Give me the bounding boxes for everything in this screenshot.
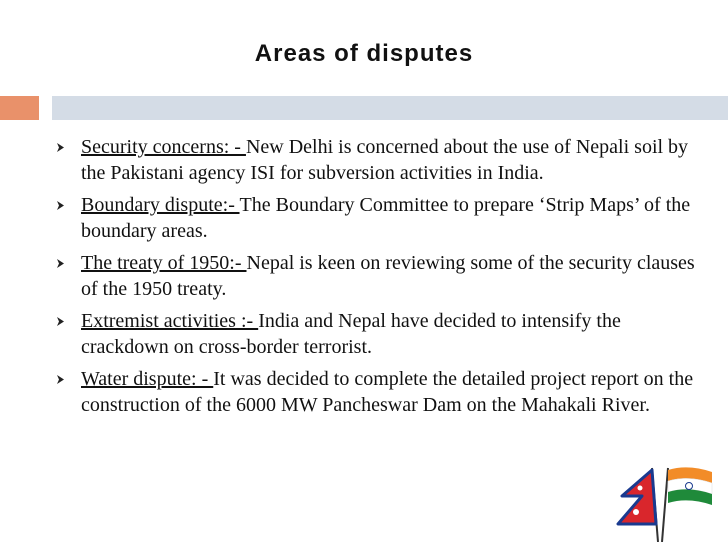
bullet-lead: Security concerns: - [81, 136, 246, 158]
accent-bar-orange [0, 96, 39, 120]
bullet-lead: The treaty of 1950:- [81, 252, 247, 274]
arrow-bullet-icon [57, 201, 64, 210]
bullet-lead: Boundary dispute:- [81, 194, 240, 216]
slide-title: Areas of disputes [254, 40, 474, 67]
bullet-list [0, 134, 728, 424]
bullet-water [0, 366, 728, 418]
bullet-security [0, 134, 728, 186]
bullet-lead: Water dispute: - [81, 368, 214, 390]
bullet-text: It was decided to complete the detailed project report on the construction of the 6000 MW Pancheswar Dam on the Mahakali River. [81, 368, 694, 416]
bullet-text: Nepal is keen on reviewing some of the security clauses of the 1950 treaty. [81, 252, 695, 300]
bullet-text: New Delhi is concerned about the use of Nepali soil by the Pakistani agency ISI for subversion activities in India. [81, 136, 689, 184]
arrow-bullet-icon [57, 143, 64, 152]
bullet-text: The Boundary Committee to prepare ‘Strip Maps’ of the boundary areas. [81, 194, 691, 242]
bullet-boundary [0, 192, 728, 244]
bullet-lead: Extremist activities :- [81, 310, 259, 332]
arrow-bullet-icon [57, 259, 64, 268]
bullet-text: India and Nepal have decided to intensify the crackdown on cross-border terrorist. [81, 310, 621, 358]
nepal-india-flags-icon [600, 462, 720, 542]
bullet-extremist [0, 308, 728, 360]
arrow-bullet-icon [57, 375, 64, 384]
arrow-bullet-icon [57, 317, 64, 326]
bullet-treaty [0, 250, 728, 302]
accent-bar-blue [52, 96, 728, 120]
